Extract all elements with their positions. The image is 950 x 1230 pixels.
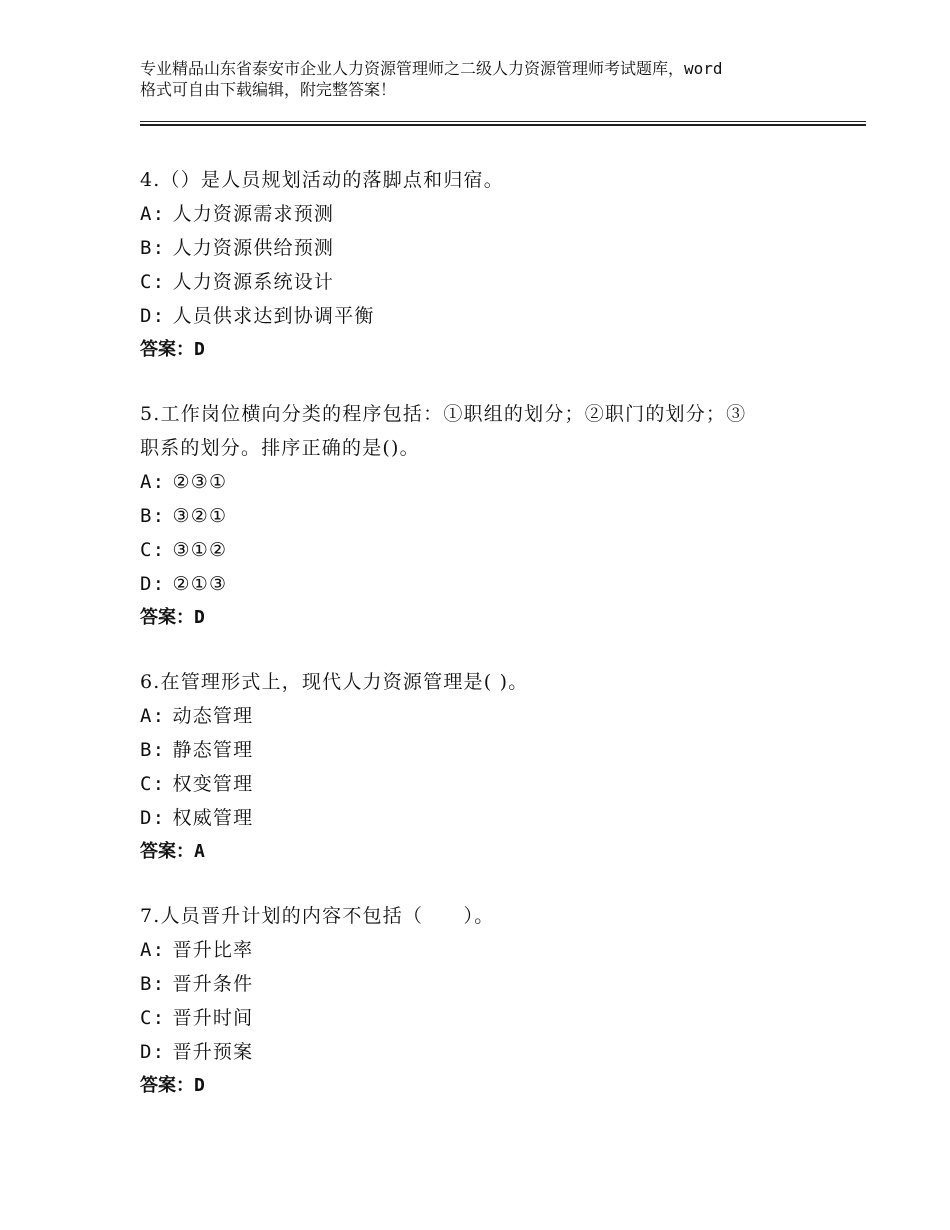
option-text: ②③① [172, 471, 228, 493]
option-letter: D: [140, 1041, 166, 1063]
answer-line [140, 333, 840, 367]
option-letter: A: [140, 203, 166, 225]
question-stem: 7.人员晋升计划的内容不包括（ ）。 [140, 905, 495, 927]
question-stem: 6.在管理形式上，现代人力资源管理是( )。 [140, 671, 529, 693]
option-letter: D: [140, 807, 166, 829]
option-row [140, 299, 840, 333]
option-letter: D: [140, 305, 166, 327]
option-text: ③②① [172, 505, 228, 527]
option-text: 人力资源系统设计 [172, 271, 335, 293]
option-text: ③①② [172, 539, 228, 561]
answer-line [140, 1069, 840, 1103]
option-letter: B: [140, 237, 166, 259]
question-stem: 4.（）是人员规划活动的落脚点和归宿。 [140, 169, 504, 191]
option-row [140, 567, 840, 601]
option-text: 动态管理 [172, 705, 254, 727]
option-row [140, 465, 840, 499]
question-block [140, 397, 840, 635]
option-text: 晋升比率 [172, 939, 254, 961]
question-stem: 5.工作岗位横向分类的程序包括：①职组的划分；②职门的划分；③ [140, 403, 747, 425]
answer-label: 答案： [140, 339, 194, 360]
answer-line [140, 601, 840, 635]
answer-value: D [194, 339, 205, 360]
header-title-line-2: 格式可自由下载编辑，附完整答案！ [140, 80, 397, 99]
option-letter: C: [140, 773, 166, 795]
option-letter: A: [140, 705, 166, 727]
option-text: 晋升条件 [172, 973, 254, 995]
option-text: 晋升预案 [172, 1041, 254, 1063]
option-row [140, 533, 840, 567]
option-letter: B: [140, 739, 166, 761]
option-letter: A: [140, 471, 166, 493]
option-row [140, 265, 840, 299]
option-text: 静态管理 [172, 739, 254, 761]
option-row [140, 231, 840, 265]
option-letter: D: [140, 573, 166, 595]
question-list [140, 163, 840, 1133]
header-divider-thin [140, 121, 866, 122]
header-divider-thick [140, 124, 866, 126]
option-text: 权变管理 [172, 773, 254, 795]
option-text: 晋升时间 [172, 1007, 254, 1029]
option-row [140, 933, 840, 967]
question-block [140, 665, 840, 869]
option-row [140, 197, 840, 231]
option-row [140, 967, 840, 1001]
answer-value: D [194, 607, 205, 628]
answer-label: 答案： [140, 841, 194, 862]
option-letter: B: [140, 973, 166, 995]
option-row [140, 1035, 840, 1069]
option-letter: A: [140, 939, 166, 961]
option-row [140, 499, 840, 533]
answer-value: A [194, 841, 205, 862]
option-letter: C: [140, 539, 166, 561]
option-row [140, 801, 840, 835]
document-header [140, 58, 830, 100]
question-block [140, 899, 840, 1103]
answer-label: 答案： [140, 1075, 194, 1096]
option-row [140, 699, 840, 733]
option-text: 人力资源需求预测 [172, 203, 335, 225]
option-text: ②①③ [172, 573, 228, 595]
answer-value: D [194, 1075, 205, 1096]
option-text: 权威管理 [172, 807, 254, 829]
answer-line [140, 835, 840, 869]
option-letter: C: [140, 1007, 166, 1029]
option-row [140, 733, 840, 767]
option-text: 人员供求达到协调平衡 [172, 305, 375, 327]
option-row [140, 767, 840, 801]
option-text: 人力资源供给预测 [172, 237, 335, 259]
question-stem: 职系的划分。排序正确的是()。 [140, 437, 420, 459]
header-title-line-1: 专业精品山东省泰安市企业人力资源管理师之二级人力资源管理师考试题库，word [140, 59, 723, 78]
option-letter: B: [140, 505, 166, 527]
question-block [140, 163, 840, 367]
answer-label: 答案： [140, 607, 194, 628]
option-row [140, 1001, 840, 1035]
option-letter: C: [140, 271, 166, 293]
